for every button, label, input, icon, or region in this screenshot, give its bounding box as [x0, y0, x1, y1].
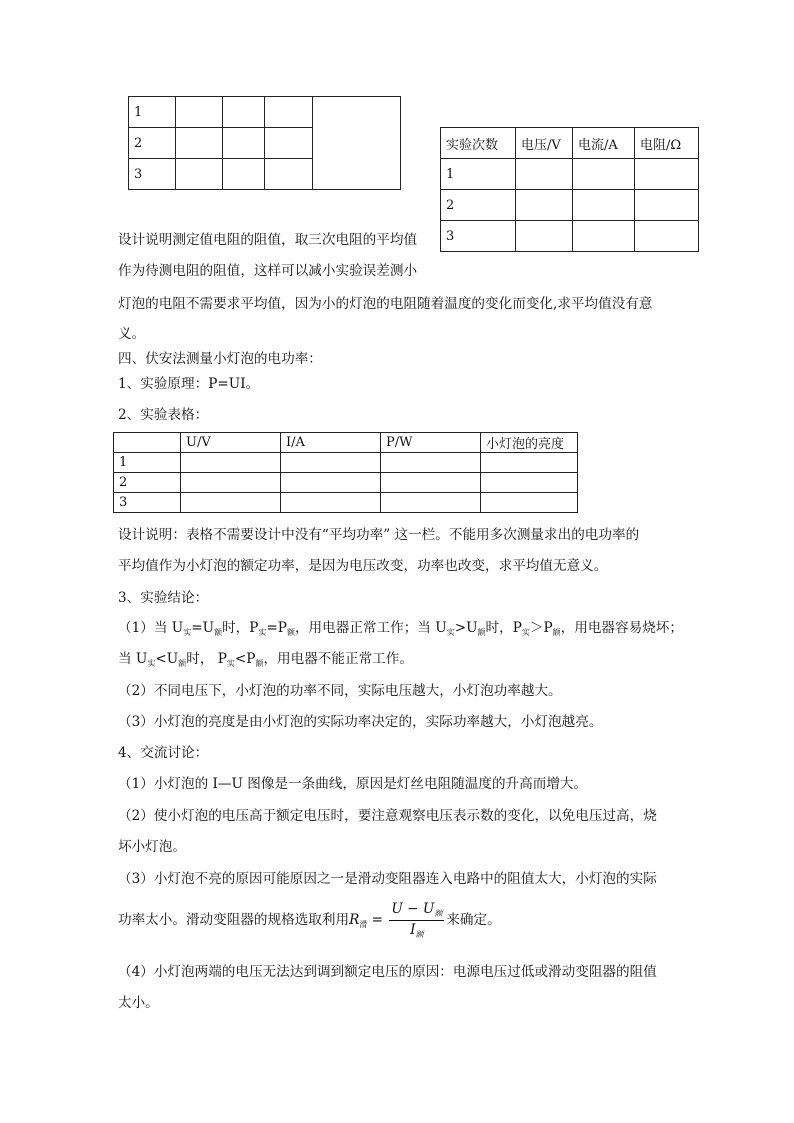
table-cell: [223, 97, 265, 128]
table-row: [114, 473, 578, 493]
table-row: [129, 97, 401, 128]
principle-line: 1、实验原理：P=UI。: [118, 376, 260, 392]
discussion-2-line: 坏小灯泡。: [118, 839, 186, 855]
table-cell: [381, 473, 481, 493]
table-header-cell: 小灯泡的亮度: [481, 433, 578, 453]
conclusion-1: （1）当 $U_实=U_额$时，$P_实=P_额$，用电器正常工作；当 $U_实>U_额$时，$P_实>P_额$，用电器容易烧坏；: [118, 620, 683, 637]
conclusion-1b: 当 $U_实<U_额$时， $P_实<P_额$，用电器不能正常工作。: [118, 651, 413, 668]
table-header-cell: 电压/V: [516, 128, 573, 159]
table-1: [128, 96, 401, 190]
design-note-line: 平均值作为小灯泡的额定功率，是因为电压改变，功率也改变，求平均值无意义。: [118, 558, 608, 574]
table-cell: [265, 97, 313, 128]
table-header-cell: I/A: [281, 433, 381, 453]
table-cell: [481, 493, 578, 513]
table-cell: 2: [114, 473, 181, 493]
design-note-line: 设计说明：表格不需要设计中没有“平均功率” 这一栏。不能用多次测量求出的电功率的: [118, 527, 640, 543]
formula-fraction: $\frac{U - U_额}{I_额}$: [391, 901, 443, 939]
discussion-2-line: （2）使小灯泡的电压高于额定电压时，要注意观察电压表示数的变化，以免电压过高，烧: [118, 808, 657, 824]
discussion-4-line: 太小。: [118, 995, 159, 1011]
table-cell: [573, 221, 635, 252]
table-cell: [573, 190, 635, 221]
table-cell: [176, 97, 223, 128]
table-cell: [635, 159, 699, 190]
table-header-cell: 电阻/Ω: [635, 128, 699, 159]
table-cell: [481, 453, 578, 473]
design-note-line: 灯泡的电阻不需要求平均值，因为小的灯泡的电阻随着温度的变化而变化,求平均值没有意: [118, 296, 653, 312]
table-row: [441, 190, 699, 221]
conclusion-3: （3）小灯泡的亮度是由小灯泡的实际功率决定的，实际功率越大，小灯泡越亮。: [118, 714, 603, 730]
table-3: [113, 432, 578, 513]
table-cell: 1: [114, 453, 181, 473]
conclusion-2: （2）不同电压下，小灯泡的功率不同，实际电压越大，小灯泡功率越大。: [118, 683, 562, 699]
table-cell: 1: [129, 97, 176, 128]
conclusion-heading: 3、实验结论：: [118, 590, 209, 606]
discussion-4-line: （4）小灯泡两端的电压无法达到调到额定电压的原因：电源电压过低或滑动变阻器的阻值: [118, 964, 657, 980]
table-header-cell: P/W: [381, 433, 481, 453]
table-header-cell: 电流/A: [573, 128, 635, 159]
table-cell: 3: [441, 221, 516, 252]
discussion-1: （1）小灯泡的 I—U 图像是一条曲线，原因是灯丝电阻随温度的升高而增大。: [118, 776, 588, 792]
table-row: [114, 493, 578, 513]
table-cell: [573, 159, 635, 190]
table-2: [440, 127, 699, 252]
table-cell: [516, 221, 573, 252]
table-cell: [481, 473, 578, 493]
table-header-cell: 实验次数: [441, 128, 516, 159]
table-row: [441, 159, 699, 190]
discussion-3-line: 功率太小。滑动变阻器的规格选取利用$R_滑$ = $\frac{U - U_额}{I_额}$ 来确定。: [118, 901, 501, 939]
table-heading: 2、实验表格：: [118, 407, 209, 423]
table-cell: [176, 159, 223, 190]
table-header-row: [114, 433, 578, 453]
table-cell: [181, 473, 281, 493]
table-header-cell: [114, 433, 181, 453]
table-cell: [281, 453, 381, 473]
table-cell: [223, 159, 265, 190]
table-cell: 3: [114, 493, 181, 513]
table-cell: [635, 190, 699, 221]
table-row: [441, 221, 699, 252]
table-cell: [265, 159, 313, 190]
section-title: 四、伏安法测量小灯泡的电功率：: [118, 351, 322, 367]
table-cell: [516, 190, 573, 221]
design-note-line: 义。: [118, 326, 146, 342]
table-cell: [516, 159, 573, 190]
table-cell: [281, 473, 381, 493]
table-cell: 2: [129, 128, 176, 159]
table-cell: 2: [441, 190, 516, 221]
table-cell: [176, 128, 223, 159]
table-cell: [223, 128, 265, 159]
design-note-line: 设计说明测定值电阻的阻值，取三次电阻的平均值: [118, 232, 418, 248]
table-cell: [381, 453, 481, 473]
table-cell: [181, 493, 281, 513]
table-cell: 3: [129, 159, 176, 190]
table-header-row: [441, 128, 699, 159]
table-cell: [265, 128, 313, 159]
table-cell: [635, 221, 699, 252]
formula-lhs: R: [349, 912, 360, 928]
design-note-line: 作为待测电阻的阻值，这样可以减小实验误差测小: [118, 263, 418, 279]
table-header-cell: U/V: [181, 433, 281, 453]
table-cell: [281, 493, 381, 513]
table-cell: 1: [441, 159, 516, 190]
table-cell: [313, 97, 401, 190]
table-cell: [381, 493, 481, 513]
table-row: [114, 453, 578, 473]
table-cell: [181, 453, 281, 473]
discussion-heading: 4、交流讨论：: [118, 745, 209, 761]
discussion-3-line: （3）小灯泡不亮的原因可能原因之一是滑动变阻器连入电路中的阻值太大，小灯泡的实际: [118, 871, 657, 887]
